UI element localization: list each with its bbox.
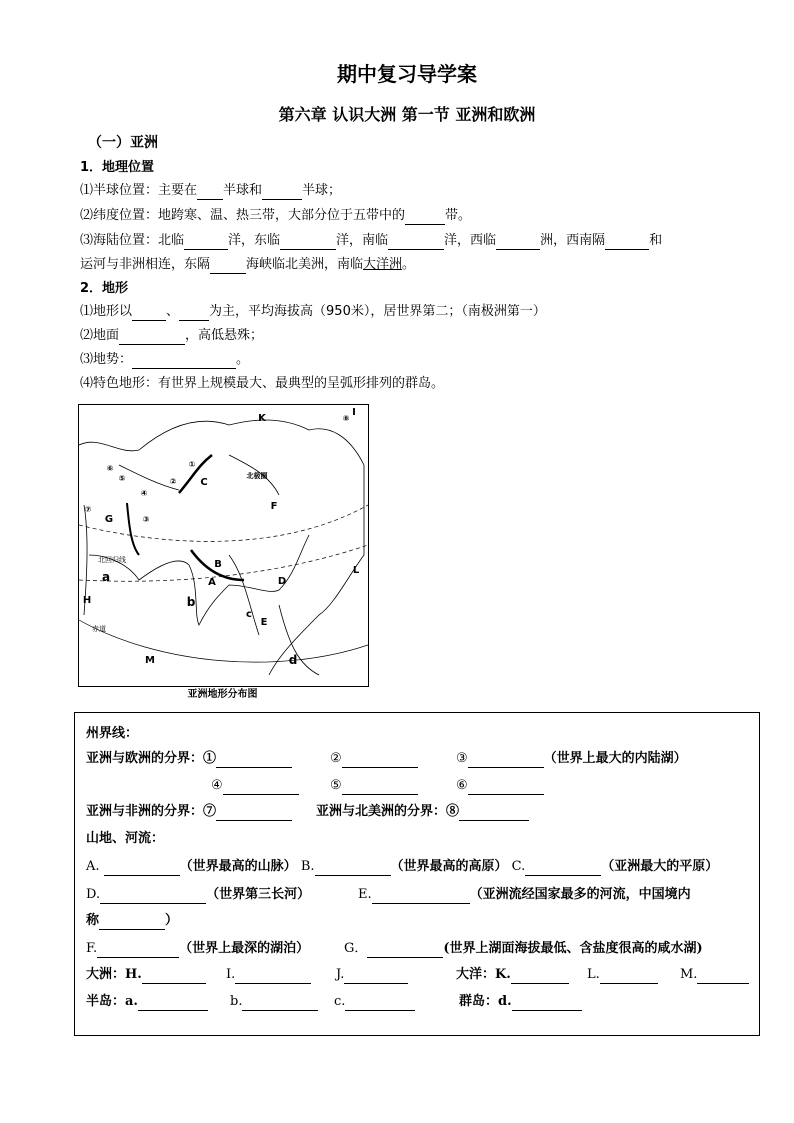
- asia-north-america-boundary: 亚洲与北美洲的分界：⑧: [316, 803, 529, 821]
- geo-line-1: ⑴半球位置：主要在 半球和 半球；: [80, 183, 342, 198]
- item-e: E. （亚洲流经国家最多的河流，中国境内: [358, 887, 691, 902]
- asia-africa-boundary: 亚洲与非洲的分界：⑦: [86, 803, 292, 821]
- blank-3: ③ （世界上最大的内陆湖）: [456, 751, 687, 766]
- continent-i: I.: [226, 966, 311, 984]
- asia-europe-boundary: 亚洲与欧洲的分界：①: [86, 750, 292, 768]
- terrain-line-2: ⑵地面 ，高低悬殊；: [80, 328, 264, 343]
- map-label-arctic-circle: 北极圈: [246, 472, 268, 480]
- map-label-i: I: [352, 407, 356, 418]
- map-label-g: G: [104, 514, 114, 525]
- peninsulas-row: 半岛：a.: [86, 993, 208, 1011]
- map-label-k: K: [258, 413, 266, 424]
- map-marker-5: ⑤: [118, 474, 126, 483]
- item-g: G． (世界上湖面海拔最低、含盐度很高的咸水湖): [344, 941, 703, 956]
- map-label-d-upper: D: [277, 576, 287, 587]
- map-label-c-plain: C: [200, 477, 208, 488]
- geo-line-2: ⑵纬度位置：地跨寒、温、热三带，大部分位于五带中的 带。: [80, 208, 472, 223]
- item-d: D. （世界第三长河）: [86, 887, 311, 902]
- item-a: A. （世界最高的山脉） B. （世界最高的高原） C. （亚洲最大的平原）: [86, 859, 719, 874]
- map-label-a-lower: a: [101, 570, 111, 584]
- archipelago-row: 群岛：d.: [459, 993, 582, 1011]
- blank-2: ②: [330, 750, 418, 768]
- map-label-m: M: [145, 655, 155, 666]
- map-label-h: H: [82, 595, 92, 606]
- map-label-equator: 赤道: [92, 625, 106, 633]
- map-marker-7: ⑦: [84, 505, 92, 514]
- asia-terrain-map: [78, 404, 369, 687]
- ocean-m: M.: [680, 966, 749, 984]
- item-e-cont: 称 ）: [86, 913, 179, 928]
- peninsula-b: b.: [230, 993, 318, 1011]
- map-label-a-upper: A: [208, 577, 216, 588]
- boundary-heading: 州界线：: [86, 726, 139, 741]
- map-label-f: F: [270, 501, 278, 512]
- map-marker-1: ①: [188, 460, 196, 469]
- blank-5: ⑤: [330, 777, 418, 795]
- terrain-line-1: ⑴地形以 、 为主，平均海拔高（950米），居世界第二；（南极洲第一）: [80, 304, 546, 319]
- map-label-l: L: [352, 565, 360, 576]
- continent-j: J.: [336, 966, 408, 984]
- page-title: 期中复习导学案: [337, 62, 477, 86]
- oceans-row: 大洋：K.: [456, 966, 569, 984]
- peninsula-c: c.: [334, 993, 415, 1011]
- terrain-line-4: ⑷特色地形：有世界上规模最大、最典型的呈弧形排列的群岛。: [80, 376, 445, 391]
- map-marker-6: ⑥: [106, 464, 114, 473]
- blank-6: ⑥: [456, 777, 544, 795]
- map-marker-3: ③: [142, 515, 150, 524]
- geo-line-3: ⑶海陆位置：北临 洋，东临 洋，南临 洋，西临 洲，西南隔 和: [80, 233, 663, 248]
- map-marker-2: ②: [169, 477, 177, 486]
- map-label-e: E: [260, 617, 268, 628]
- continents-row: 大洲：H.: [86, 966, 206, 984]
- terrain-line-3: ⑶地势： 。: [80, 352, 250, 367]
- item-f: F. （世界上最深的湖泊）: [86, 941, 310, 956]
- section-heading: （一）亚洲: [88, 135, 158, 151]
- map-caption: 亚洲地形分布图: [187, 689, 258, 700]
- map-marker-8: ⑧: [342, 414, 350, 423]
- map-label-d-lower: d: [288, 653, 298, 667]
- map-label-b-lower: b: [186, 595, 196, 609]
- blank-4: ④: [211, 777, 299, 795]
- ocean-l: L.: [587, 966, 658, 984]
- map-marker-4: ④: [140, 489, 148, 498]
- map-label-c-lower: c: [246, 609, 252, 620]
- map-label-tropic-of-cancer: 北回归线: [98, 556, 126, 564]
- geo-heading: 1．地理位置: [80, 160, 155, 175]
- mountains-rivers-heading: 山地、河流：: [86, 831, 165, 846]
- chapter-subtitle: 第六章 认识大洲 第一节 亚洲和欧洲: [278, 105, 536, 124]
- geo-line-4: 运河与非洲相连，东隔 海峡临北美洲，南临大洋洲。: [80, 257, 416, 272]
- map-label-b: B: [214, 559, 222, 570]
- terrain-heading: 2．地形: [80, 281, 129, 296]
